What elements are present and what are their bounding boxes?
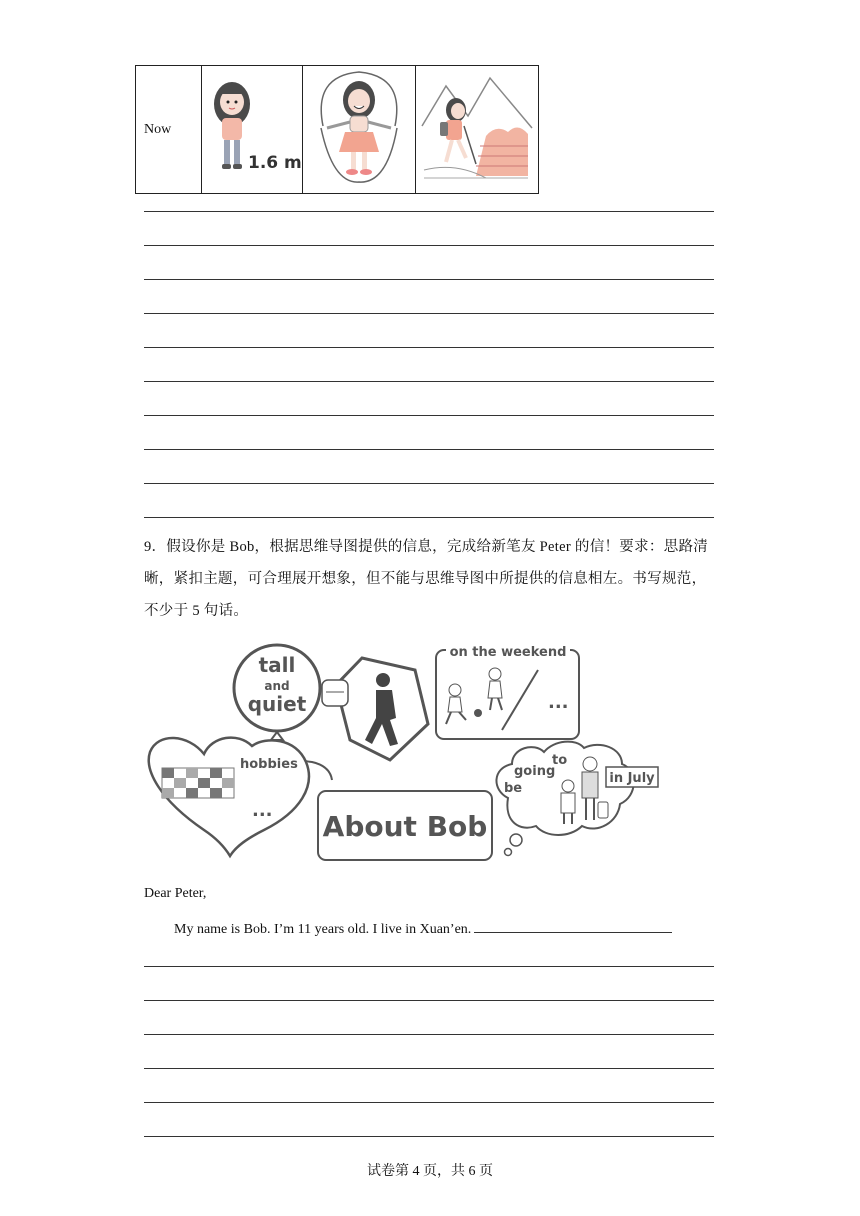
weekend-label: on the weekend <box>449 645 567 660</box>
hobbies-dots: ... <box>252 800 273 821</box>
be-label: be <box>504 781 523 796</box>
inline-answer-blank[interactable] <box>474 920 672 933</box>
answer-line[interactable] <box>144 415 714 416</box>
answer-line[interactable] <box>144 483 714 484</box>
hobbies-label: hobbies <box>240 757 298 772</box>
answer-line[interactable] <box>144 313 714 314</box>
answer-line[interactable] <box>144 1068 714 1069</box>
answer-line[interactable] <box>144 211 714 212</box>
picture-table <box>135 65 539 194</box>
hobbies-heart <box>149 738 309 856</box>
question-text: 假设你是 Bob，根据思维导图提供的信息，完成给新笔友 Peter 的信！要求：思路清晰，紧扣主题，可合理展开想象，但不能与思维导图中所提供的信息相左。书写规范，不少于 5 句话。 <box>144 539 709 619</box>
tall-label: tall <box>258 653 296 677</box>
girl-height-picture <box>202 66 303 194</box>
answer-line[interactable] <box>144 517 714 518</box>
answer-line[interactable] <box>144 1000 714 1001</box>
page-footer: 试卷第 4 页，共 6 页 <box>367 1164 493 1179</box>
going-label: going <box>514 764 556 779</box>
answer-line[interactable] <box>144 347 714 348</box>
quiet-label: quiet <box>247 692 307 716</box>
height-label: 1.6 m <box>248 153 302 173</box>
answer-line[interactable] <box>144 245 714 246</box>
question-number: 9． <box>144 539 167 555</box>
letter-intro-line <box>174 920 672 938</box>
to-label: to <box>552 753 568 768</box>
answer-line[interactable] <box>144 1034 714 1035</box>
weekend-dots: ... <box>548 692 569 713</box>
girl-jumping-rope-picture <box>303 66 416 194</box>
in-july-label: in July <box>609 771 655 786</box>
letter-intro: My name is Bob. I’m 11 years old. I live in Xuan’en. <box>174 922 472 937</box>
answer-line[interactable] <box>144 966 714 967</box>
about-bob-box <box>318 791 492 860</box>
question-9 <box>144 531 719 627</box>
row-label-now: Now <box>136 66 202 194</box>
answer-line[interactable] <box>144 381 714 382</box>
letter-greeting: Dear Peter, <box>144 886 207 901</box>
plans-cloud <box>496 742 658 856</box>
mind-map <box>140 640 670 865</box>
center-label: About Bob <box>322 810 488 843</box>
answer-line[interactable] <box>144 1136 714 1137</box>
girl-climbing-mountain-picture <box>416 66 539 194</box>
weekend-box <box>436 643 579 739</box>
answer-line[interactable] <box>144 279 714 280</box>
and-label: and <box>264 679 290 693</box>
answer-line[interactable] <box>144 1102 714 1103</box>
answer-line[interactable] <box>144 449 714 450</box>
walking-to-school-pentagon <box>322 658 428 760</box>
